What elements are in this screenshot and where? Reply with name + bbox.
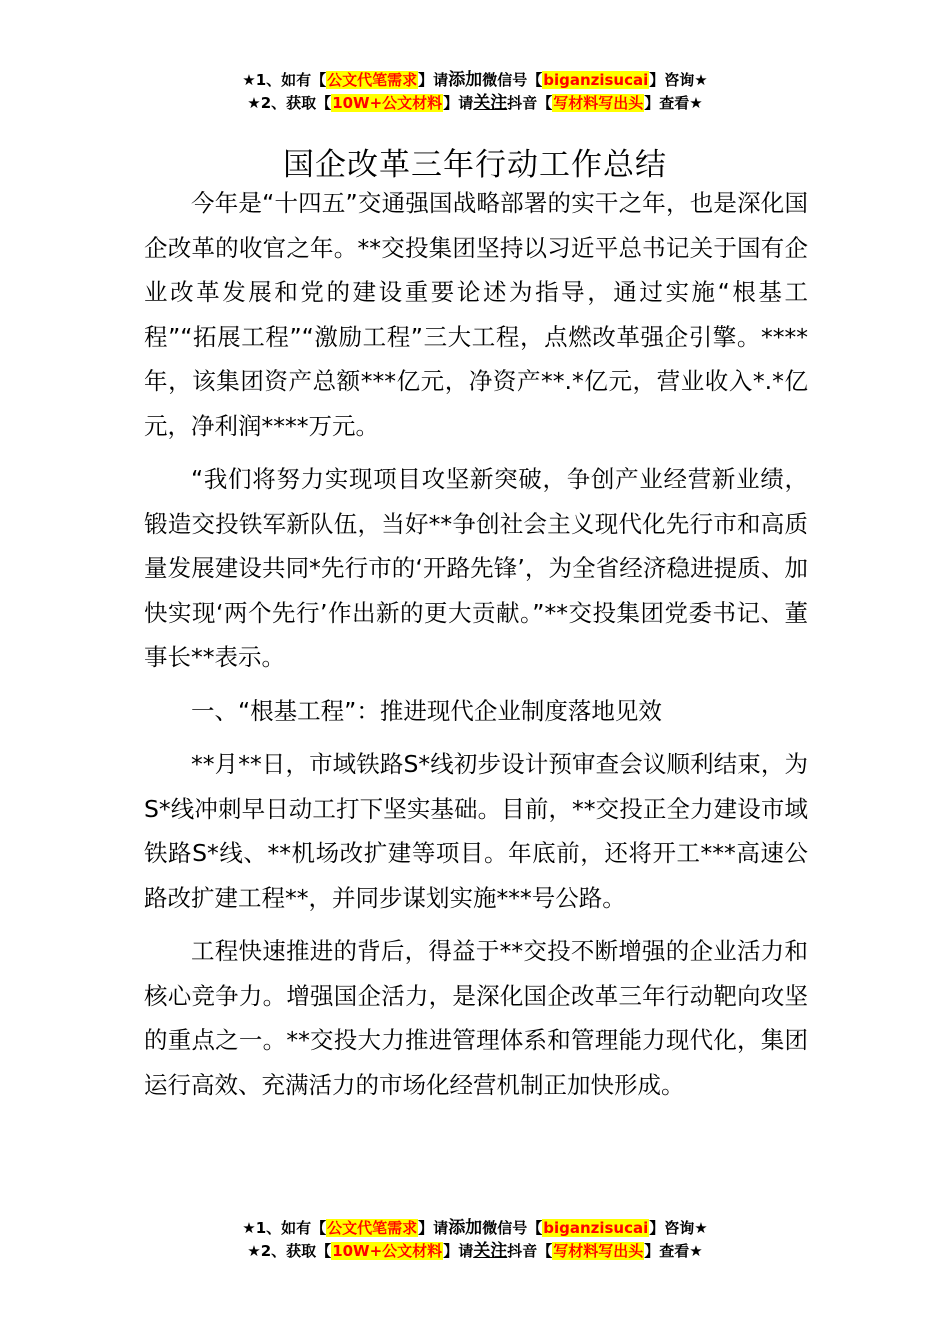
promo-line-1 — [0, 69, 950, 92]
header-promo — [0, 69, 950, 115]
paragraph-intro: 今年是“十四五”交通强国战略部署的实干之年，也是深化国企改革的收官之年。**交投集团坚持以习近平总书记关于国有企业改革发展和党的建设重要论述为指导，通过实施“根基工程”“拓展工程”“激励工程”三大工程，点燃改革强企引擎。****年，该集团资产总额***亿元，净资产**.*亿元，营业收入*.*亿元，净利润****万元。 — [144, 189, 808, 440]
paragraph-railway: **月**日，市域铁路S*线初步设计预审查会议顺利结束，为S*线冲刺早日动工打下坚实基础。目前，**交投正全力建设市域铁路S*线、**机场改扩建等项目。年底前，还将开工***高速公路改扩建工程**，并同步谋划实施***号公路。 — [144, 750, 808, 912]
promo-douyin-id: 写材料写出头 — [553, 1242, 644, 1260]
promo-emphasis: 添加 — [448, 1218, 483, 1238]
promo-text: 微信号【 — [482, 71, 543, 89]
promo-text: ★2、获取【 — [247, 1242, 332, 1260]
promo-text: 抖音【 — [507, 1242, 553, 1260]
promo-text: ★2、获取【 — [247, 94, 332, 112]
promo-text: 微信号【 — [482, 1219, 543, 1237]
promo-text: 】请 — [418, 71, 449, 89]
promo-wechat-id: biganzisucai — [543, 71, 649, 89]
promo-wechat-id: biganzisucai — [543, 1219, 649, 1237]
promo-emphasis: 关注 — [473, 93, 508, 113]
promo-emphasis: 关注 — [473, 1241, 508, 1261]
promo-text: 】咨询★ — [649, 1219, 708, 1237]
section-heading: 一、“根基工程”：推进现代企业制度落地见效 — [191, 696, 662, 725]
promo-text: ★1、如有【 — [242, 1219, 327, 1237]
promo-line-1 — [0, 1217, 950, 1240]
promo-highlight: 10W+公文材料 — [332, 1242, 443, 1260]
promo-line-2 — [0, 1240, 950, 1263]
document-body — [144, 181, 808, 1116]
promo-highlight: 10W+公文材料 — [332, 94, 443, 112]
paragraph-vitality: 工程快速推进的背后，得益于**交投不断增强的企业活力和核心竞争力。增强国企活力，是深化国企改革三年行动靶向攻坚的重点之一。**交投大力推进管理体系和管理能力现代化，集团运行高效、充满活力的市场化经营机制正加快形成。 — [144, 937, 808, 1099]
paragraph-quote: “我们将努力实现项目攻坚新突破，争创产业经营新业绩，锻造交投铁军新队伍，当好**争创社会主义现代化先行市和高质量发展建设共同*先行市的‘开路先锋’，为全省经济稳进提质、加快实现‘两个先行’作出新的更大贡献。”**交投集团党委书记、董事长**表示。 — [144, 465, 808, 671]
document-title: 国企改革三年行动工作总结 — [283, 146, 667, 183]
promo-text: 抖音【 — [507, 94, 553, 112]
promo-highlight: 公文代笔需求 — [327, 1219, 418, 1237]
promo-highlight: 公文代笔需求 — [327, 71, 418, 89]
footer-promo — [0, 1217, 950, 1263]
promo-text: 】请 — [443, 1242, 474, 1260]
promo-douyin-id: 写材料写出头 — [553, 94, 644, 112]
promo-emphasis: 添加 — [448, 70, 483, 90]
promo-text: 】查看★ — [644, 94, 703, 112]
promo-line-2 — [0, 92, 950, 115]
promo-text: ★1、如有【 — [242, 71, 327, 89]
promo-text: 】请 — [418, 1219, 449, 1237]
promo-text: 】查看★ — [644, 1242, 703, 1260]
promo-text: 】咨询★ — [649, 71, 708, 89]
promo-text: 】请 — [443, 94, 474, 112]
